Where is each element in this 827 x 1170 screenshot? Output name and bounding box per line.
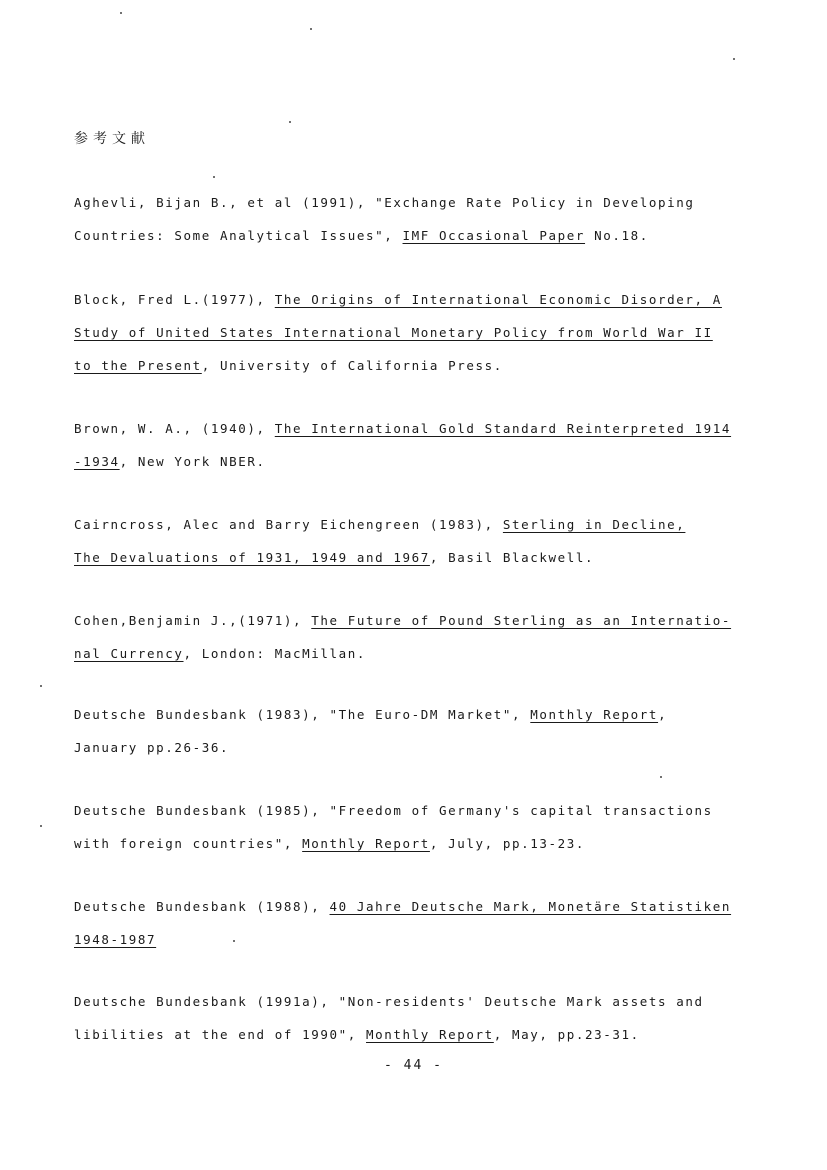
reference-line	[74, 890, 754, 923]
reference-entry	[74, 794, 754, 860]
reference-title-segment: Monthly Report	[366, 1027, 494, 1042]
scan-speck	[310, 28, 312, 30]
reference-text-segment: libilities at the end of 1990",	[74, 1027, 367, 1042]
reference-line	[74, 637, 754, 670]
reference-text-segment: , London: MacMillan.	[183, 646, 367, 661]
reference-text-segment: No.18.	[585, 228, 649, 243]
reference-entry	[74, 985, 754, 1051]
reference-line	[74, 985, 754, 1018]
reference-line	[74, 1018, 754, 1051]
reference-text-segment: with foreign countries",	[74, 836, 303, 851]
reference-title-segment: The Future of Pound Sterling as an Internatio-	[311, 613, 732, 628]
reference-entry	[74, 412, 754, 478]
reference-text-segment: , July, pp.13-23.	[429, 836, 586, 851]
reference-entry	[74, 508, 754, 574]
reference-title-segment: 1948-1987	[74, 932, 157, 947]
reference-line	[74, 349, 754, 382]
reference-title-segment: Monthly Report	[530, 707, 659, 722]
reference-title-segment: Monthly Report	[302, 836, 430, 851]
reference-title-segment: Sterling in Decline,	[502, 517, 686, 532]
reference-text-segment: , Basil Blackwell.	[429, 550, 595, 565]
reference-line	[74, 219, 754, 252]
reference-entry	[74, 283, 754, 382]
reference-text-segment: Cairncross, Alec and Barry Eichengreen (1983),	[74, 517, 503, 532]
scan-speck	[733, 58, 735, 60]
reference-text-segment: Deutsche Bundesbank (1985), "Freedom of Germany's capital transactions	[74, 803, 713, 818]
reference-entry	[74, 186, 754, 252]
reference-title-segment: nal Currency	[74, 646, 184, 661]
reference-entry	[74, 698, 754, 764]
reference-line	[74, 698, 754, 731]
reference-text-segment: Aghevli, Bijan B., et al (1991), "Exchange Rate Policy in Developing	[74, 195, 695, 210]
reference-title-segment: The Origins of International Economic Disorder, A	[274, 292, 722, 307]
scan-speck	[289, 121, 291, 123]
scan-speck	[120, 12, 122, 14]
reference-title-segment: The Devaluations of 1931, 1949 and 1967	[74, 550, 430, 565]
reference-text-segment: Brown, W. A., (1940),	[74, 421, 275, 436]
reference-line	[74, 412, 754, 445]
reference-line	[74, 827, 754, 860]
scan-speck	[40, 825, 42, 827]
reference-line	[74, 186, 754, 219]
reference-text-segment: ,	[658, 707, 668, 722]
reference-text-segment: Countries: Some Analytical Issues",	[74, 228, 403, 243]
scan-speck	[233, 940, 235, 942]
scan-speck	[213, 176, 215, 178]
reference-text-segment: Deutsche Bundesbank (1991a), "Non-residents' Deutsche Mark assets and	[74, 994, 704, 1009]
reference-entry	[74, 604, 754, 670]
reference-line	[74, 731, 754, 764]
reference-text-segment: , University of California Press.	[201, 358, 503, 373]
reference-title-segment: Study of United States International Monetary Policy from World War II	[74, 325, 713, 340]
scan-speck	[660, 776, 662, 778]
reference-entry	[74, 890, 754, 956]
reference-text-segment: Deutsche Bundesbank (1983), "The Euro-DM Market",	[74, 707, 531, 722]
reference-line	[74, 508, 754, 541]
reference-line	[74, 604, 754, 637]
reference-line	[74, 283, 754, 316]
reference-text-segment: , May, pp.23-31.	[493, 1027, 640, 1042]
reference-text-segment: Cohen,Benjamin J.,(1971),	[74, 613, 312, 628]
reference-title-segment: 40 Jahre Deutsche Mark, Monetäre Statistiken	[329, 899, 732, 914]
reference-line	[74, 541, 754, 574]
reference-title-segment: IMF Occasional Paper	[402, 228, 586, 243]
scan-speck	[40, 685, 42, 687]
reference-text-segment: Deutsche Bundesbank (1988),	[74, 899, 330, 914]
section-heading: 参考文献	[74, 131, 150, 147]
reference-title-segment: to the Present	[74, 358, 202, 373]
reference-line	[74, 316, 754, 349]
reference-line	[74, 794, 754, 827]
reference-title-segment: The International Gold Standard Reinterpreted 1914	[274, 421, 732, 436]
reference-text-segment: January pp.26-36.	[74, 740, 230, 755]
reference-line	[74, 923, 754, 956]
reference-title-segment: -1934	[74, 454, 120, 469]
reference-text-segment: Block, Fred L.(1977),	[74, 292, 275, 307]
reference-line	[74, 445, 754, 478]
reference-text-segment: , New York NBER.	[119, 454, 266, 469]
page-number: - 44 -	[384, 1058, 443, 1073]
